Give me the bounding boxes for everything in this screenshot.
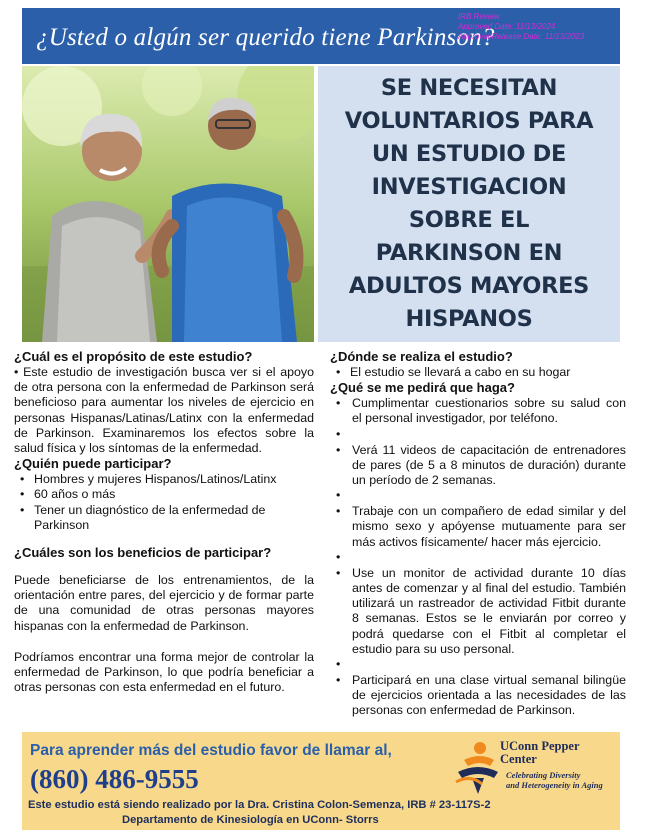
banner-title: ¿Usted o algún ser querido tiene Parkinson?: [36, 24, 495, 51]
right-column: [330, 349, 626, 719]
volunteer-callout: [318, 66, 620, 342]
logo-name-line: Center: [500, 752, 537, 766]
department-text: Departamento de Kinesiología en UConn- Storrs: [122, 814, 379, 826]
benefits-heading: ¿Cuáles son los beneficios de participar?: [14, 545, 272, 561]
irb-stamp-line: Approved Date: 11/13/2024: [458, 22, 556, 31]
volunteer-heading-line: PARKINSON EN: [375, 240, 563, 266]
list-spacer: [330, 550, 626, 566]
volunteer-heading-line: UN ESTUDIO DE: [371, 141, 567, 167]
who-heading: ¿Quién puede participar?: [14, 456, 172, 472]
irb-stamp: [458, 12, 618, 42]
uconn-pepper-logo: [450, 738, 615, 796]
asked-list: [330, 396, 626, 718]
volunteer-heading-line: ADULTOS MAYORES: [348, 273, 590, 299]
list-item: • Use un monitor de actividad durante 10 días antes de comenzar y al final del estudio. También utilizará un rastreador de actividad Fitbit durante 8 semanas. Estos se le enviarán por correo y podrá quedarse con el Fitbit al completar el estudio para su uso personal.: [330, 566, 626, 657]
list-item: • 60 años o más: [14, 487, 314, 502]
benefits-paragraph: Podríamos encontrar una forma mejor de controlar la enfermedad de Parkinson, lo que podría beneficiar a otras personas con esta enfermedad en el futuro.: [14, 649, 314, 695]
volunteer-heading: [322, 72, 616, 336]
list-item: • Trabaje con un compañero de edad similar y del mismo sexo y apóyense mutuamente para ser más activos físicamente/ hacer más ejercicio.: [330, 504, 626, 550]
list-item: • Cumplimentar cuestionarios sobre su salud con el personal investigador, por teléfono.: [330, 396, 626, 426]
researcher-text: Este estudio está siendo realizado por la Dra. Cristina Colon-Semenza, IRB # 23-117S-2: [28, 799, 491, 811]
volunteer-heading-line: SE NECESITAN: [380, 75, 558, 101]
pepper-center-icon: [450, 738, 504, 796]
couple-jogging-photo: [22, 66, 314, 342]
irb-stamp-line: IRB Review: [458, 12, 500, 21]
logo-name-line: UConn Pepper: [500, 739, 580, 753]
logo-tagline-line: and Heterogeneity in Aging: [506, 780, 603, 790]
phone-number[interactable]: (860) 486-9555: [30, 764, 199, 794]
volunteer-heading-line: SOBRE EL: [408, 207, 530, 233]
left-column: [14, 349, 314, 695]
volunteer-heading-line: INVESTIGACION: [371, 174, 567, 200]
irb-stamp-line: Approval/Release Date: 11/13/2023: [458, 32, 585, 41]
benefits-paragraph: Puede beneficiarse de los entrenamientos, de la orientación entre pares, del ejercicio y de formar parte de una comunidad de otras personas mayores hispanas con la enfermedad de Parkinson.: [14, 573, 314, 633]
purpose-heading: ¿Cuál es el propósito de este estudio?: [14, 349, 253, 364]
call-text: Para aprender más del estudio favor de llamar al,: [30, 742, 392, 759]
logo-name: [500, 740, 580, 766]
volunteer-heading-line: VOLUNTARIOS PARA: [344, 108, 594, 134]
list-item: • Tener un diagnóstico de la enfermedad de Parkinson: [14, 503, 314, 533]
list-spacer: [330, 488, 626, 504]
volunteer-heading-line: HISPANOS: [405, 306, 533, 332]
asked-heading: ¿Qué se me pedirá que haga?: [330, 380, 515, 396]
list-spacer: [330, 427, 626, 443]
list-item: • El estudio se llevará a cabo en su hogar: [330, 365, 626, 380]
couple-jogging-illustration: [22, 66, 314, 342]
logo-tagline-line: Celebrating Diversity: [506, 770, 581, 780]
contact-footer: [22, 732, 620, 830]
list-item: • Verá 11 videos de capacitación de entrenadores de pares (de 5 a 8 minutos de duración) durante un período de 2 semanas.: [330, 443, 626, 489]
where-heading: ¿Dónde se realiza el estudio?: [330, 349, 513, 364]
where-list: [330, 365, 626, 380]
list-item: • Participará en una clase virtual semanal bilingüe de ejercicios orientada a las necesidades de las personas con enfermedad de Parkinson.: [330, 673, 626, 719]
who-list: [14, 472, 314, 533]
list-spacer: [330, 657, 626, 673]
logo-tagline: [506, 770, 603, 790]
purpose-text: • Este estudio de investigación busca ver si el apoyo de otra persona con la enfermedad de Parkinson será beneficioso para aumentar los niveles de ejercicio en personas Hispanas/Latinas/Latinx con la enfermedad de Parkinson. Examinaremos los efectos sobre la salud física y los síntomas de la enfermedad.: [14, 365, 314, 456]
list-item: • Hombres y mujeres Hispanos/Latinos/Latinx: [14, 472, 314, 487]
